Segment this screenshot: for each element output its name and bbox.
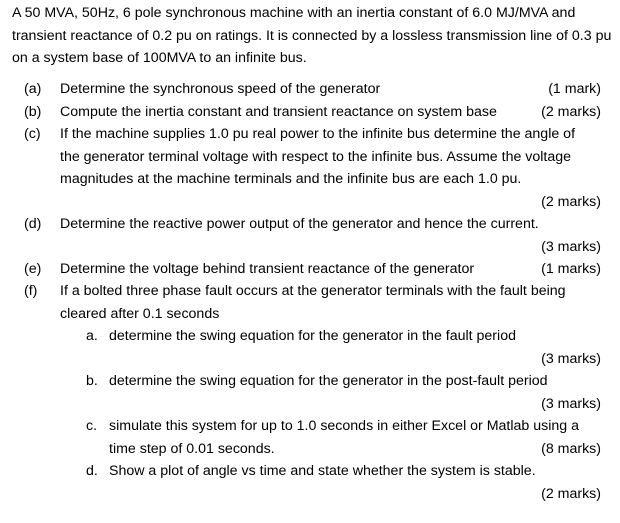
part-f-sub-a-text: determine the swing equation for the generator in the fault period bbox=[109, 328, 516, 344]
part-b-text: Compute the inertia constant and transient reactance on system base bbox=[60, 104, 497, 120]
part-f-sub-c bbox=[86, 416, 579, 436]
part-f-sub-c-line-2: time step of 0.01 seconds. bbox=[109, 441, 275, 457]
part-f-sub-a-marks: (3 marks) bbox=[541, 351, 601, 367]
part-f-sub-b-text: determine the swing equation for the generator in the post-fault period bbox=[109, 373, 548, 389]
part-c-line-3: magnitudes at the machine terminals and the infinite bus are each 1.0 pu. bbox=[60, 171, 522, 187]
part-c-marks: (2 marks) bbox=[541, 194, 601, 210]
part-f-sub-a-label: a. bbox=[86, 328, 98, 344]
part-f-sub-d bbox=[86, 461, 536, 481]
part-f-label: (f) bbox=[24, 283, 38, 299]
part-d-text: Determine the reactive power output of the generator and hence the current. bbox=[60, 216, 539, 232]
part-f-sub-a bbox=[86, 326, 516, 346]
part-a-text: Determine the synchronous speed of the generator bbox=[60, 81, 381, 97]
part-e bbox=[24, 259, 474, 279]
part-b-label: (b) bbox=[24, 104, 42, 120]
part-a-marks: (1 mark) bbox=[548, 81, 601, 97]
part-e-text: Determine the voltage behind transient reactance of the generator bbox=[60, 261, 475, 277]
part-d bbox=[24, 214, 539, 234]
part-f-sub-b bbox=[86, 371, 548, 391]
part-a bbox=[24, 79, 380, 99]
part-d-marks: (3 marks) bbox=[541, 239, 601, 255]
part-c-line-1: If the machine supplies 1.0 pu real power to the infinite bus determine the angle of bbox=[60, 126, 576, 142]
part-f-line-1: If a bolted three phase fault occurs at the generator terminals with the fault being bbox=[60, 283, 566, 299]
part-f-sub-d-label: d. bbox=[86, 463, 98, 479]
part-f-sub-c-line-1: simulate this system for up to 1.0 seconds in either Excel or Matlab using a bbox=[109, 418, 579, 434]
part-f-sub-d-marks: (2 marks) bbox=[541, 486, 601, 502]
part-c-label: (c) bbox=[24, 126, 41, 142]
part-f-sub-b-marks: (3 marks) bbox=[541, 396, 601, 412]
part-f bbox=[24, 281, 566, 301]
part-f-line-2: cleared after 0.1 seconds bbox=[60, 306, 220, 322]
part-f-sub-c-label: c. bbox=[86, 418, 98, 434]
part-e-label: (e) bbox=[24, 261, 42, 277]
part-a-label: (a) bbox=[24, 81, 42, 97]
part-f-sub-d-text: Show a plot of angle vs time and state whether the system is stable. bbox=[109, 463, 536, 479]
part-b bbox=[24, 102, 497, 122]
part-c-line-2: the generator terminal voltage with respect to the infinite bus. Assume the voltage bbox=[60, 149, 572, 165]
question-intro: A 50 MVA, 50Hz, 6 pole synchronous machine with an inertia constant of 6.0 MJ/MVA and transient reactance of 0.2 pu on ratings. It is connected by a lossless transmission line of 0.3 pu on a system base of 100MVA to an infinite bus. bbox=[12, 5, 612, 66]
part-c bbox=[24, 124, 575, 144]
part-d-label: (d) bbox=[24, 216, 42, 232]
part-f-sub-b-label: b. bbox=[86, 373, 98, 389]
part-b-marks: (2 marks) bbox=[541, 104, 601, 120]
part-f-sub-c-marks: (8 marks) bbox=[541, 441, 601, 457]
part-e-marks: (1 marks) bbox=[541, 261, 601, 277]
